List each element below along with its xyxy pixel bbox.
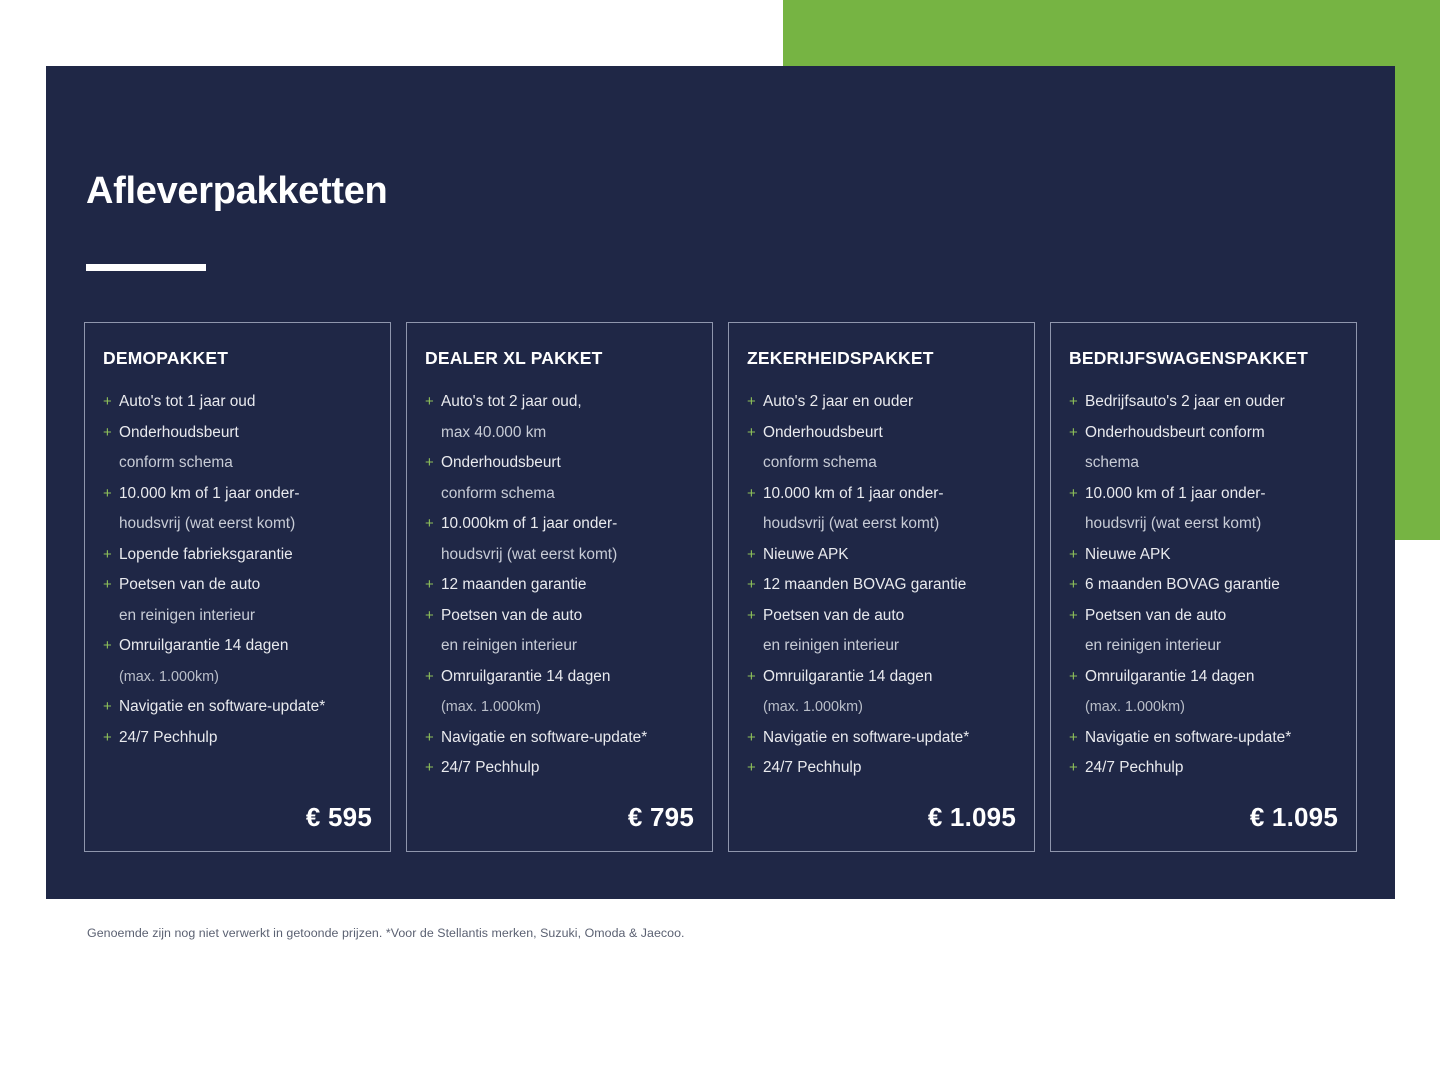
feature-item (425, 662, 694, 723)
plus-icon: + (103, 728, 112, 746)
plus-icon: + (747, 484, 756, 502)
plus-icon: + (1069, 484, 1078, 502)
feature-text: Poetsen van de auto (1085, 606, 1227, 624)
plus-icon: + (1069, 606, 1078, 624)
feature-text: 10.000 km of 1 jaar onder- (119, 484, 300, 502)
feature-text: 10.000 km of 1 jaar onder- (1085, 484, 1266, 502)
feature-text: Omruilgarantie 14 dagen (1085, 667, 1255, 685)
feature-item (103, 723, 372, 754)
package-card-zekerheidspakket[interactable] (728, 322, 1035, 852)
package-title: BEDRIJFSWAGENSPAKKET (1069, 348, 1308, 368)
plus-icon: + (425, 454, 434, 471)
feature-item (747, 387, 1016, 418)
feature-text: Navigatie en software-update* (1085, 728, 1292, 746)
feature-text: 6 maanden BOVAG garantie (1085, 576, 1280, 593)
plus-icon: + (1069, 759, 1078, 776)
plus-icon: + (1069, 728, 1078, 746)
feature-subtext: schema (1085, 454, 1139, 471)
feature-subtext: houdsvrij (wat eerst komt) (763, 515, 940, 532)
plus-icon: + (1069, 423, 1078, 441)
feature-text: 24/7 Pechhulp (763, 759, 862, 776)
feature-item (103, 692, 372, 723)
plus-icon: + (747, 606, 756, 624)
package-card-demopakket[interactable] (84, 322, 391, 852)
plus-icon: + (103, 423, 112, 441)
plus-icon: + (103, 393, 112, 410)
feature-text: Omruilgarantie 14 dagen (119, 637, 289, 654)
feature-note: (max. 1.000km) (119, 668, 219, 685)
plus-icon: + (425, 393, 434, 410)
feature-item (1069, 540, 1338, 571)
feature-subtext: houdsvrij (wat eerst komt) (1085, 515, 1262, 532)
package-title: DEMOPAKKET (103, 348, 229, 368)
feature-item (1069, 601, 1338, 662)
plus-icon: + (1069, 545, 1078, 563)
feature-item (1069, 387, 1338, 418)
feature-text: Nieuwe APK (763, 545, 849, 563)
plus-icon: + (747, 759, 756, 776)
package-price: € 1.095 (1249, 801, 1338, 832)
feature-text: Auto's 2 jaar en ouder (763, 393, 914, 410)
feature-note: (max. 1.000km) (1085, 699, 1185, 715)
package-card-dealer-xl-pakket[interactable] (406, 322, 713, 852)
feature-item (425, 601, 694, 662)
feature-text: Bedrijfsauto's 2 jaar en ouder (1085, 393, 1285, 410)
plus-icon: + (747, 667, 756, 685)
plus-icon: + (425, 515, 434, 532)
feature-item (1069, 479, 1338, 540)
feature-item (103, 631, 372, 692)
feature-item (425, 387, 694, 448)
plus-icon: + (747, 393, 756, 410)
feature-item (747, 601, 1016, 662)
feature-text: 24/7 Pechhulp (441, 759, 540, 776)
feature-item (1069, 753, 1338, 784)
plus-icon: + (425, 667, 434, 685)
feature-item (425, 570, 694, 601)
feature-item (747, 418, 1016, 479)
feature-item (103, 479, 372, 540)
feature-text: Navigatie en software-update* (119, 698, 326, 715)
feature-item (103, 418, 372, 479)
feature-item (747, 723, 1016, 754)
package-title: DEALER XL PAKKET (425, 348, 603, 368)
plus-icon: + (425, 759, 434, 776)
feature-list (425, 387, 694, 784)
feature-item (1069, 662, 1338, 723)
feature-item (747, 570, 1016, 601)
feature-note: (max. 1.000km) (763, 699, 863, 715)
feature-text: Auto's tot 2 jaar oud, (441, 393, 582, 410)
feature-list (1069, 387, 1338, 784)
feature-text: Poetsen van de auto (441, 606, 583, 624)
package-price: € 1.095 (927, 801, 1016, 832)
plus-icon: + (103, 545, 112, 563)
title-underline-rule (86, 264, 206, 271)
feature-list (103, 387, 372, 784)
feature-text: 12 maanden garantie (441, 576, 587, 593)
feature-text: Omruilgarantie 14 dagen (441, 667, 611, 685)
package-cards-container (84, 322, 1367, 852)
plus-icon: + (103, 576, 112, 593)
feature-text: Poetsen van de auto (763, 606, 905, 624)
feature-item (425, 723, 694, 754)
feature-text: Nieuwe APK (1085, 545, 1171, 563)
plus-icon: + (103, 637, 112, 654)
plus-icon: + (103, 698, 112, 715)
feature-text: 24/7 Pechhulp (1085, 759, 1184, 776)
feature-subtext: en reinigen interieur (441, 637, 578, 654)
feature-item (747, 540, 1016, 571)
feature-subtext: en reinigen interieur (763, 637, 900, 654)
package-price: € 795 (627, 801, 694, 832)
feature-text: Poetsen van de auto (119, 576, 261, 593)
feature-text: Onderhoudsbeurt (441, 454, 561, 471)
feature-subtext: conform schema (119, 454, 233, 471)
feature-item (103, 540, 372, 571)
feature-text: 10.000km of 1 jaar onder- (441, 515, 618, 532)
plus-icon: + (1069, 576, 1078, 593)
plus-icon: + (425, 576, 434, 593)
plus-icon: + (1069, 667, 1078, 685)
feature-item (425, 509, 694, 570)
feature-text: 10.000 km of 1 jaar onder- (763, 484, 944, 502)
footnote-text: Genoemde zijn nog niet verwerkt in getoonde prijzen. *Voor de Stellantis merken, Suzuki, Omoda & Jaecoo. (87, 926, 685, 940)
package-price: € 595 (305, 801, 372, 832)
feature-text: Navigatie en software-update* (763, 728, 970, 746)
feature-text: Onderhoudsbeurt (763, 423, 883, 441)
feature-subtext: houdsvrij (wat eerst komt) (441, 545, 618, 563)
plus-icon: + (1069, 393, 1078, 410)
feature-text: Omruilgarantie 14 dagen (763, 667, 933, 685)
feature-text: Auto's tot 1 jaar oud (119, 393, 256, 410)
plus-icon: + (747, 728, 756, 746)
package-title: ZEKERHEIDSPAKKET (747, 348, 934, 368)
feature-item (747, 662, 1016, 723)
feature-list (747, 387, 1016, 784)
feature-subtext: en reinigen interieur (1085, 637, 1222, 654)
plus-icon: + (747, 576, 756, 593)
feature-item (747, 753, 1016, 784)
feature-item (1069, 723, 1338, 754)
feature-note: (max. 1.000km) (441, 699, 541, 715)
plus-icon: + (103, 484, 112, 502)
plus-icon: + (425, 728, 434, 746)
feature-subtext: max 40.000 km (441, 423, 547, 441)
plus-icon: + (747, 545, 756, 563)
feature-item (1069, 418, 1338, 479)
feature-item (425, 753, 694, 784)
feature-text: 12 maanden BOVAG garantie (763, 576, 967, 593)
feature-text: Onderhoudsbeurt (119, 423, 239, 441)
feature-subtext: houdsvrij (wat eerst komt) (119, 515, 296, 532)
feature-item (425, 448, 694, 509)
feature-text: Onderhoudsbeurt conform (1085, 423, 1265, 441)
feature-subtext: en reinigen interieur (119, 606, 256, 624)
feature-item (1069, 570, 1338, 601)
feature-text: 24/7 Pechhulp (119, 728, 218, 746)
feature-item (747, 479, 1016, 540)
feature-subtext: conform schema (763, 454, 877, 471)
plus-icon: + (425, 606, 434, 624)
feature-text: Lopende fabrieksgarantie (119, 545, 293, 563)
page-title: Afleverpakketten (86, 170, 388, 212)
plus-icon: + (747, 423, 756, 441)
content-panel (46, 66, 1395, 899)
feature-text: Navigatie en software-update* (441, 728, 648, 746)
feature-subtext: conform schema (441, 484, 555, 502)
package-card-bedrijfswagenspakket[interactable] (1050, 322, 1357, 852)
feature-item (103, 387, 372, 418)
feature-item (103, 570, 372, 631)
